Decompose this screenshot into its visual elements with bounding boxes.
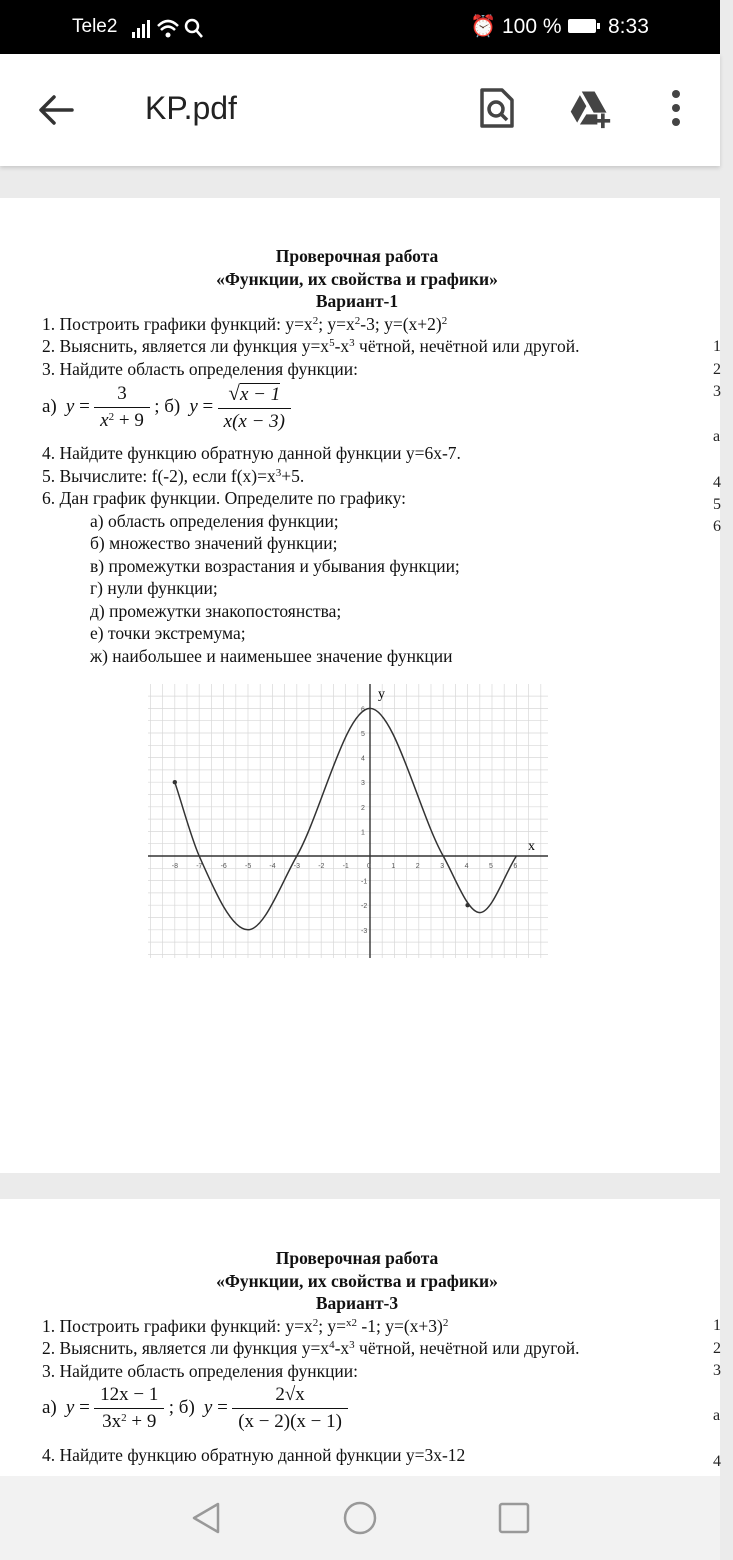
x-tick-label: -2 (318, 863, 325, 870)
document-search-icon[interactable] (474, 86, 518, 130)
x-tick-label: -5 (245, 863, 252, 870)
cut-text: а (713, 428, 721, 445)
y-tick-label: 2 (361, 804, 365, 812)
status-right (470, 15, 601, 39)
y-axis-label: y (378, 687, 385, 702)
page2-title: Проверочная работа (275, 1248, 439, 1268)
page1-content (42, 245, 722, 667)
status-bar (0, 0, 720, 54)
page2-content (42, 1247, 722, 1467)
y-tick-label: 6 (361, 706, 365, 714)
fraction-a: $\frac{3}{x^2 + 9}$ (94, 381, 150, 434)
page1-variant: Вариант-1 (315, 291, 399, 311)
x-tick-label: 0 (367, 863, 371, 870)
y-tick-label: 5 (361, 731, 365, 738)
x-tick-label: 4 (464, 863, 469, 870)
x-tick-label: -4 (269, 863, 276, 870)
task-1: 1. Построить графики функций: $y=x^2$; y=$^{x2}$ -1; $y=(x+3)^2$ (42, 1315, 449, 1336)
pdf-page-2 (0, 1199, 720, 1499)
task-6-item: е) точки экстремума; (90, 623, 246, 643)
x-tick-label: 1 (391, 863, 396, 870)
task-4: 4. Найдите функцию обратную данной функции y=6x-7. (42, 443, 461, 463)
cut-text: 3 (713, 383, 721, 400)
task-5: 5. Вычислите: f(-2), если $f(x)=x^3+5$. (42, 465, 305, 486)
task-6-item: а) область определения функции; (90, 510, 339, 531)
task-6-item: ж) наибольшее и наименьшее значение функции (90, 645, 453, 666)
battery-icon (567, 15, 601, 38)
fraction-b: $\frac{2√x}{(x - 2)(x - 1)}$ (232, 1382, 348, 1435)
pdf-page-1 (0, 198, 720, 1173)
x-tick-label: 5 (489, 863, 493, 870)
alarm-icon: ⏰ (470, 15, 497, 38)
x-tick-label: -6 (220, 863, 227, 870)
document-title: KP.pdf (145, 90, 237, 126)
cut-text: 6 (713, 518, 721, 535)
signal-wifi-icons (130, 16, 210, 46)
task-6-item: б) множество значений функции; (90, 533, 338, 553)
arrow-back-icon[interactable] (36, 90, 76, 130)
cut-text: 4 (713, 474, 721, 491)
x-tick-label: 3 (440, 863, 445, 870)
task-3-formulas: а) y = $\frac{12x - 1}{3x^2 + 9}$ ; б) y = $\frac{2√x}{(x - 2)(x - 1)}$ (42, 1382, 722, 1444)
page1-title: Проверочная работа (275, 246, 439, 266)
cut-text: 4 (713, 1453, 721, 1470)
navigation-bar (0, 1476, 720, 1560)
task-4: 4. Найдите функцию обратную данной функции y=3x-12 (42, 1445, 466, 1465)
x-tick-label: -8 (171, 863, 179, 870)
cut-text: 5 (713, 496, 721, 513)
x-tick-label: 2 (415, 863, 420, 870)
y-tick-label: 3 (361, 780, 365, 788)
x-tick-label: 6 (513, 863, 518, 870)
x-tick-label: -7 (196, 863, 203, 870)
nav-home-icon[interactable] (342, 1500, 378, 1536)
fraction-a: $\frac{12x - 1}{3x^2 + 9}$ (94, 1382, 164, 1435)
task-6-item: д) промежутки знакопостоянства; (90, 600, 342, 621)
task-3-formulas: а) y = $\frac{3}{x^2 + 9}$ ; б) y = $\frac{√x - 1}{x(x - 3)}$ (42, 380, 722, 442)
y-tick-label: -3 (361, 927, 368, 935)
x-tick-label: -1 (342, 863, 349, 870)
fraction-b: $\frac{√x - 1}{x(x - 3)}$ (218, 380, 291, 435)
curve-point (173, 780, 177, 784)
page2-subtitle: «Функции, их свойства и графики» (216, 1270, 498, 1291)
task-3: 3. Найдите область определения функции: (42, 358, 359, 379)
cut-text: а (713, 1407, 721, 1424)
cut-text: 1 (713, 1317, 721, 1334)
x-tick-label: -3 (293, 863, 301, 870)
function-graph (148, 684, 548, 958)
nav-back-icon[interactable] (188, 1500, 224, 1536)
y-tick-label: -2 (361, 903, 368, 911)
cut-text: 2 (713, 361, 721, 378)
app-bar (0, 54, 720, 166)
clock: 8:33 (608, 15, 649, 38)
cut-text: 1 (713, 338, 721, 355)
task-6-item: г) нули функции; (90, 578, 218, 598)
nav-recents-icon[interactable] (496, 1500, 532, 1536)
page1-subtitle: «Функции, их свойства и графики» (216, 268, 498, 289)
task-6: 6. Дан график функции. Определите по графику: (42, 488, 406, 508)
y-tick-label: 1 (361, 829, 365, 837)
task-2: 2. Выяснить, является ли функция $y=x^4-x^3$ чётной, нечётной или другой. (42, 1338, 580, 1358)
task-3: 3. Найдите область определения функции: (42, 1360, 359, 1381)
task-6-item: в) промежутки возрастания и убывания функции; (90, 555, 460, 576)
x-axis-label: x (528, 839, 535, 854)
cut-text: 3 (713, 1362, 721, 1379)
more-vert-icon[interactable] (654, 86, 698, 130)
page2-variant: Вариант-3 (315, 1293, 399, 1313)
curve-point (465, 903, 469, 907)
cut-text: 2 (713, 1340, 721, 1357)
y-tick-label: 4 (361, 755, 365, 763)
battery-percent: 100 % (502, 15, 562, 38)
y-tick-label: -1 (361, 878, 368, 886)
task-1: 1. Построить графики функций: $y=x^2$; $y=x^2-3$; $y=(x+2)^2$ (42, 313, 448, 334)
add-to-drive-icon[interactable] (568, 86, 612, 130)
task-2: 2. Выяснить, является ли функция $y=x^5-x^3$ чётной, нечётной или другой. (42, 336, 580, 356)
carrier-name: Tele2 (72, 16, 118, 37)
